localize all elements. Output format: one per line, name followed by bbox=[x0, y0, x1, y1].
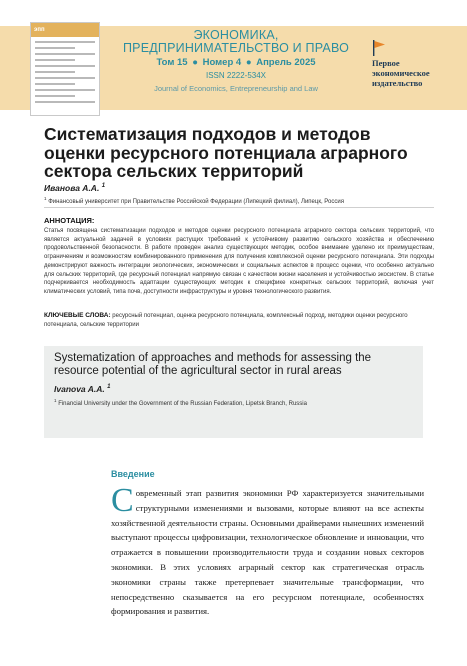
english-affiliation: $^1$ Financial University under the Government of the Russian Federation, Lipetsk Branch, Russia bbox=[54, 398, 307, 407]
abstract-text: Статья посвящена систематизации подходов и методов оценки ресурсного потенциала аграрного сектора сельских территорий, что является актуальной задачей в условиях растущих требований к устойчивому развитию сельского хозяйства и обеспечению продовольственной безопасности. В работе проведен анализ существующих методик, особое внимание уделено их преимуществам, ограничениям и возможностям комбинированного применения для получения комплексной оценки ресурсного потенциала. Эти подходы демонстрируют важность интеграции экологических, экономических и социальных аспектов в процесс оценки, что особенно актуально для сельских территорий, где ресурсный потенциал напрямую связан с качеством жизни населения и устойчивостью экосистем. В статье подчеркивается необходимость адаптации существующих методик к специфике конкретных сельских территорий, включая учет климатических условий, типа почв, доступности инфраструктуры и уровня технологического развития. bbox=[44, 228, 434, 295]
journal-title-line2: ПРЕДПРИНИМАТЕЛЬСТВО И ПРАВО bbox=[122, 41, 349, 55]
intro-text: овременный этап развития экономики РФ характеризуется значительными структурными изменениями и вызовами, которые влияют на все аспекты хозяйственной деятельности страны. Основными драйверами нынешних изменений выступают процессы цифровизации, технологическое обновление и инновации, что отражается в повышении производительности труда и создании новых секторов экономики. В этих условиях аграрный сектор как стратегическая отрасль экономики страны также претерпевает значительные трансформации, что непосредственно сказывается на его ресурсном потенциале, особенностях формирования и развития. bbox=[111, 488, 424, 617]
english-author: Ivanova A.A. $^1$ bbox=[54, 384, 111, 394]
bullet-icon: ● bbox=[245, 57, 252, 68]
journal-issue bbox=[110, 57, 362, 68]
journal-title-line1: ЭКОНОМИКА, bbox=[193, 28, 279, 42]
cover-logo: эпп bbox=[34, 27, 45, 33]
bullet-icon: ● bbox=[192, 57, 198, 68]
keywords-text: ресурсный потенциал, оценка ресурсного потенциала, комплексный подход, методики оценки ресурсного потенциала, сельские территории bbox=[44, 313, 408, 328]
intro-body bbox=[111, 482, 424, 619]
abstract-heading: АННОТАЦИЯ: bbox=[44, 216, 95, 225]
publisher-line1: Первое bbox=[372, 58, 400, 68]
intro-heading: Введение bbox=[111, 469, 155, 479]
journal-english-title: Journal of Economics, Entrepreneurship and Law bbox=[154, 84, 318, 93]
journal-issn: ISSN 2222-534X bbox=[205, 71, 267, 80]
journal-date: Апрель 2025 bbox=[256, 57, 316, 68]
english-summary-box bbox=[44, 346, 423, 438]
journal-number: Номер 4 bbox=[202, 57, 242, 68]
journal-cover-thumbnail bbox=[30, 22, 100, 116]
journal-title bbox=[110, 29, 362, 55]
article-authors: Иванова А.А. $^1$ bbox=[44, 183, 106, 193]
publisher-line3: издательство bbox=[372, 78, 423, 88]
publisher-block bbox=[372, 40, 462, 88]
journal-volume: Том 15 bbox=[156, 57, 188, 68]
keywords bbox=[44, 312, 434, 329]
keywords-heading: КЛЮЧЕВЫЕ СЛОВА: bbox=[44, 312, 111, 319]
flag-icon bbox=[372, 40, 386, 56]
dropcap: С bbox=[111, 482, 134, 519]
article-title: Систематизация подходов и методов оценки ресурсного потенциала аграрного сектора сельских территорий bbox=[44, 124, 408, 181]
publisher-line2: экономическое bbox=[372, 68, 430, 78]
article-affiliation: $^1$ Финансовый университет при Правительстве Российской Федерации (Липецкий филиал), Липецк, Россия bbox=[44, 196, 344, 205]
english-title: Systematization of approaches and methods for assessing the resource potential of the agricultural sector in rural areas bbox=[54, 352, 372, 377]
divider bbox=[44, 207, 434, 208]
